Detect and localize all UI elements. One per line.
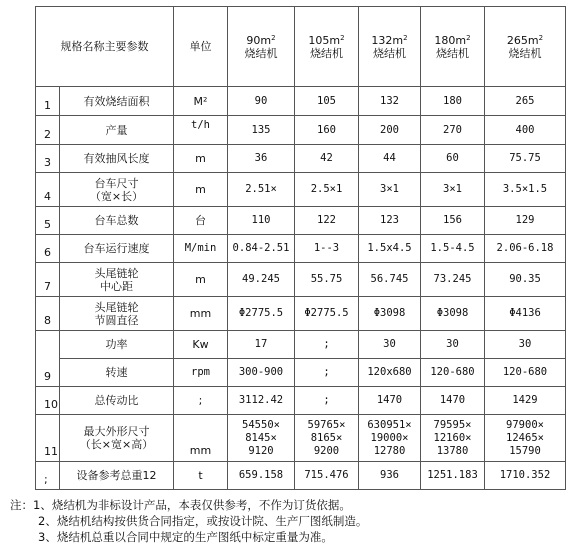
- row-value: 132: [359, 87, 421, 116]
- note-text: 3、烧结机总重以合同中规定的生产图纸中标定重量为准。: [38, 530, 333, 544]
- header-model-1: [295, 7, 359, 87]
- model-size: 132m: [371, 33, 404, 47]
- model-size: 265m: [506, 33, 539, 47]
- row-value: 120-680: [485, 359, 566, 387]
- row-value: 1.5x4.5: [359, 235, 421, 263]
- row-value: 630951× 19000× 12780: [359, 415, 421, 462]
- row-number: 5: [36, 207, 60, 235]
- row-value: 135: [228, 116, 295, 145]
- row-value: 44: [359, 145, 421, 173]
- row-number: 8: [36, 297, 60, 331]
- row-value: 300-900: [228, 359, 295, 387]
- note-line: [10, 497, 367, 513]
- row-value: 400: [485, 116, 566, 145]
- row-number: 3: [36, 145, 60, 173]
- table-row: [36, 87, 566, 116]
- row-value: ;: [295, 359, 359, 387]
- model-type: 烧结机: [244, 46, 278, 60]
- header-unit: 单位: [189, 40, 212, 53]
- row-number: 1: [36, 87, 60, 116]
- row-value: 79595× 12160× 13780: [421, 415, 485, 462]
- row-unit: M²: [174, 87, 228, 116]
- row-value: 17: [228, 331, 295, 359]
- model-size-sup: 2: [403, 33, 408, 42]
- table-row: [36, 462, 566, 490]
- row-value: 3112.42: [228, 387, 295, 415]
- table-row: [36, 359, 566, 387]
- table-row: [36, 387, 566, 415]
- row-value: 105: [295, 87, 359, 116]
- row-value: ;: [295, 331, 359, 359]
- row-value: 1470: [359, 387, 421, 415]
- row-name: 头尾链轮 中心距: [60, 263, 174, 297]
- row-value: 54550× 8145× 9120: [228, 415, 295, 462]
- row-value: 265: [485, 87, 566, 116]
- row-value: 60: [421, 145, 485, 173]
- model-size-sup: 2: [466, 33, 471, 42]
- row-name: 台车运行速度: [60, 235, 174, 263]
- spec-table: [35, 6, 566, 490]
- row-value: 180: [421, 87, 485, 116]
- row-value: ;: [295, 387, 359, 415]
- model-size-sup: 2: [538, 33, 544, 42]
- row-value: 75.75: [485, 145, 566, 173]
- header-model-0: [228, 7, 295, 87]
- row-value: 3.5×1.5: [485, 173, 566, 207]
- row-value: 200: [359, 116, 421, 145]
- row-number: 11: [36, 415, 60, 462]
- model-size: 90m: [246, 33, 272, 47]
- header-model-4: [485, 7, 566, 87]
- row-unit: Kw: [174, 331, 228, 359]
- table-row: [36, 331, 566, 359]
- row-value: 97900× 12465× 15790: [485, 415, 566, 462]
- header-model-3: [421, 7, 485, 87]
- row-unit: M/min: [174, 235, 228, 263]
- row-value: Φ2775.5: [295, 297, 359, 331]
- row-value: 270: [421, 116, 485, 145]
- row-name: 有效烧结面积: [60, 87, 174, 116]
- header-row: [36, 7, 566, 87]
- model-size-sup: 2: [340, 33, 345, 42]
- row-unit: t/h: [174, 116, 228, 145]
- row-unit: m: [174, 173, 228, 207]
- row-value: 160: [295, 116, 359, 145]
- row-value: 120-680: [421, 359, 485, 387]
- header-name-cell: [36, 7, 174, 87]
- row-name: 转速: [60, 359, 174, 387]
- row-value: 1.5-4.5: [421, 235, 485, 263]
- table-row: [36, 145, 566, 173]
- row-name: 台车总数: [60, 207, 174, 235]
- row-value: 3×1: [359, 173, 421, 207]
- row-value: Φ3098: [359, 297, 421, 331]
- row-unit: mm: [174, 297, 228, 331]
- row-value: Φ4136: [485, 297, 566, 331]
- row-number: 2: [36, 116, 60, 145]
- row-name: 最大外形尺寸 （长×宽×高）: [60, 415, 174, 462]
- row-value: 715.476: [295, 462, 359, 490]
- table-row: [36, 263, 566, 297]
- row-number: 6: [36, 235, 60, 263]
- row-value: 1710.352: [485, 462, 566, 490]
- model-type: 烧结机: [508, 46, 542, 60]
- row-value: 2.5×1: [295, 173, 359, 207]
- row-value: 110: [228, 207, 295, 235]
- table-row: [36, 235, 566, 263]
- row-value: 1--3: [295, 235, 359, 263]
- row-value: 2.06-6.18: [485, 235, 566, 263]
- row-number: 9: [36, 331, 60, 387]
- row-name: 台车尺寸 （宽×长）: [60, 173, 174, 207]
- row-unit: t: [174, 462, 228, 490]
- table-row: [36, 207, 566, 235]
- row-value: 30: [485, 331, 566, 359]
- row-value: Φ2775.5: [228, 297, 295, 331]
- row-value: 42: [295, 145, 359, 173]
- notes-prefix: 注：: [10, 498, 33, 512]
- row-value: 30: [359, 331, 421, 359]
- row-unit: ;: [174, 387, 228, 415]
- row-value: Φ3098: [421, 297, 485, 331]
- model-size: 105m: [308, 33, 341, 47]
- row-value: 936: [359, 462, 421, 490]
- header-model-2: [359, 7, 421, 87]
- row-value: 123: [359, 207, 421, 235]
- row-number: 10: [36, 387, 60, 415]
- header-name: 规格名称主要参数: [60, 40, 149, 53]
- row-value: 90.35: [485, 263, 566, 297]
- note-text: 2、烧结机结构按供货合同指定，或按设计院、生产厂图纸制造。: [38, 514, 368, 528]
- row-value: 55.75: [295, 263, 359, 297]
- model-type: 烧结机: [436, 46, 469, 60]
- notes-section: [10, 497, 367, 545]
- row-value: 1429: [485, 387, 566, 415]
- row-value: 36: [228, 145, 295, 173]
- row-value: 129: [485, 207, 566, 235]
- row-value: 122: [295, 207, 359, 235]
- row-value: 56.745: [359, 263, 421, 297]
- row-value: 30: [421, 331, 485, 359]
- row-number: 4: [36, 173, 60, 207]
- row-value: 1251.183: [421, 462, 485, 490]
- note-line: [10, 513, 367, 529]
- row-number: 7: [36, 263, 60, 297]
- row-name: 头尾链轮 节圆直径: [60, 297, 174, 331]
- row-value: 2.51×: [228, 173, 295, 207]
- table-row: [36, 297, 566, 331]
- row-value: 0.84-2.51: [228, 235, 295, 263]
- model-size: 180m: [434, 33, 467, 47]
- row-unit: 台: [174, 207, 228, 235]
- row-value: 3×1: [421, 173, 485, 207]
- row-name: 产量: [60, 116, 174, 145]
- note-text: 1、烧结机为非标设计产品，本表仅供参考，不作为订货依据。: [33, 498, 351, 512]
- row-unit: rpm: [174, 359, 228, 387]
- row-value: 1470: [421, 387, 485, 415]
- row-unit: m: [174, 263, 228, 297]
- row-name: 有效抽风长度: [60, 145, 174, 173]
- table-row: [36, 415, 566, 462]
- row-value: 120x680: [359, 359, 421, 387]
- model-size-sup: 2: [271, 33, 276, 42]
- table-row: [36, 116, 566, 145]
- row-number: ;: [36, 462, 60, 490]
- row-value: 90: [228, 87, 295, 116]
- row-value: 49.245: [228, 263, 295, 297]
- row-name: 设备参考总重12: [60, 462, 174, 490]
- model-type: 烧结机: [310, 46, 343, 60]
- row-name: 功率: [60, 331, 174, 359]
- note-line: [10, 529, 367, 545]
- header-unit-cell: [174, 7, 228, 87]
- table-row: [36, 173, 566, 207]
- row-name: 总传动比: [60, 387, 174, 415]
- row-value: 659.158: [228, 462, 295, 490]
- row-unit: mm: [174, 415, 228, 462]
- row-value: 73.245: [421, 263, 485, 297]
- row-value: 156: [421, 207, 485, 235]
- row-unit: m: [174, 145, 228, 173]
- model-type: 烧结机: [373, 46, 406, 60]
- row-value: 59765× 8165× 9200: [295, 415, 359, 462]
